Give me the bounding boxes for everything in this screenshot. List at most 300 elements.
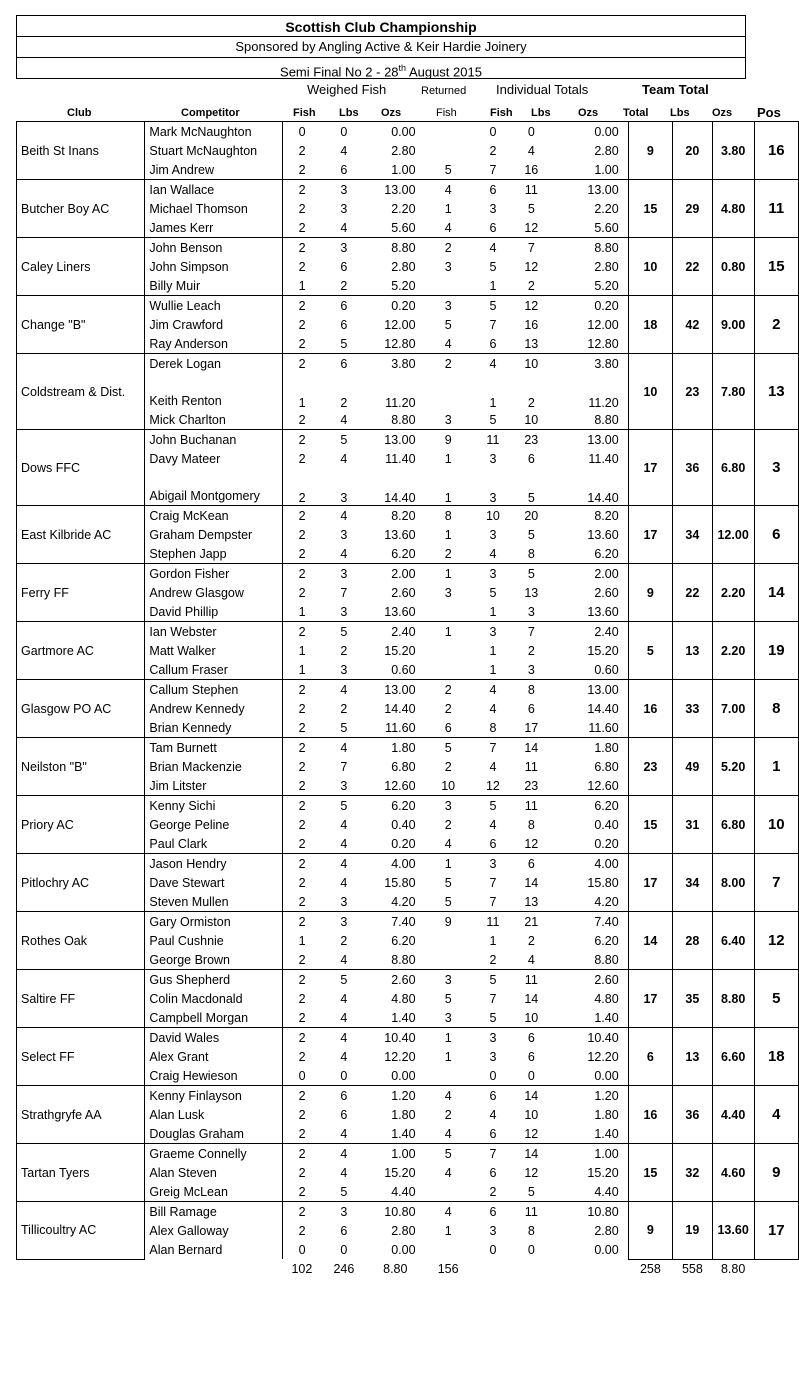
fish-cell: 2 xyxy=(298,220,306,235)
ozs-cell: 1.00 xyxy=(391,162,416,177)
ind-fish-cell: 7 xyxy=(472,1144,514,1164)
ind-ozs-cell: 4.40 xyxy=(594,1184,619,1199)
ind-fish-cell: 4 xyxy=(472,680,514,700)
club-name: Select FF xyxy=(17,1028,145,1086)
returned-fish-cell: 4 xyxy=(425,180,472,200)
returned-fish-cell: 5 xyxy=(444,317,452,332)
fish-cell: 2 xyxy=(298,143,306,158)
ind-fish-cell: 6 xyxy=(489,336,497,351)
ind-lbs-cell: 12 xyxy=(524,220,539,235)
club-name: Butcher Boy AC xyxy=(17,180,145,238)
ozs-cell: 0.40 xyxy=(391,817,416,832)
team-ozs-cell: 8.80 xyxy=(712,970,754,1028)
ind-lbs-cell: 5 xyxy=(527,201,535,216)
ind-lbs-cell: 17 xyxy=(524,720,539,735)
ind-ozs-cell: 8.80 xyxy=(549,238,629,258)
competitor-name: Callum Fraser xyxy=(145,660,282,680)
weighed-fish-header: Weighed Fish xyxy=(307,82,387,97)
ind-lbs-cell: 11 xyxy=(524,759,538,774)
ind-ozs-cell: 1.40 xyxy=(594,1126,619,1141)
returned-fish-cell xyxy=(425,641,472,660)
col-competitor: Competitor xyxy=(181,107,240,119)
returned-fish-cell xyxy=(425,141,472,160)
ind-fish-cell: 5 xyxy=(472,296,514,316)
ind-lbs-cell: 10 xyxy=(514,354,549,374)
position-cell: 1 xyxy=(754,738,798,796)
fish-cell: 2 xyxy=(298,201,306,216)
ind-fish-cell: 1 xyxy=(489,933,497,948)
fish-cell: 2 xyxy=(298,778,306,793)
lbs-cell: 5 xyxy=(322,430,366,450)
col-ind-fish: Fish xyxy=(490,107,513,119)
returned-fish-cell: 2 xyxy=(444,759,452,774)
ind-fish-cell: 4 xyxy=(489,546,497,561)
lbs-cell: 4 xyxy=(322,506,366,526)
ind-lbs-cell: 6 xyxy=(527,451,535,466)
lbs-cell: 5 xyxy=(322,796,366,816)
ind-lbs-cell: 10 xyxy=(524,1107,539,1122)
returned-fish-cell: 2 xyxy=(425,238,472,258)
competitor-name: Bill Ramage xyxy=(145,1202,282,1222)
fish-cell: 1 xyxy=(298,396,306,410)
ozs-cell: 8.80 xyxy=(366,238,424,258)
lbs-cell: 4 xyxy=(340,546,348,561)
team-lbs-cell: 36 xyxy=(673,1086,713,1144)
fish-cell: 2 xyxy=(282,1202,322,1222)
returned-fish-cell: 2 xyxy=(444,817,452,832)
ind-fish-cell: 7 xyxy=(489,875,497,890)
ind-fish-cell: 3 xyxy=(489,1223,497,1238)
ozs-cell: 12.00 xyxy=(384,317,416,332)
lbs-cell: 3 xyxy=(340,491,348,505)
fish-cell: 2 xyxy=(298,412,306,427)
fish-cell: 2 xyxy=(298,317,306,332)
club-name: Saltire FF xyxy=(17,970,145,1028)
col-team-lbs: Lbs xyxy=(670,107,690,119)
competitor-name: Derek Logan xyxy=(145,354,282,374)
lbs-cell: 6 xyxy=(340,1107,348,1122)
ind-ozs-cell: 11.20 xyxy=(588,396,619,410)
competitor-name: Mark McNaughton xyxy=(145,122,282,142)
position-cell: 13 xyxy=(754,354,798,430)
lbs-cell: 2 xyxy=(340,643,348,658)
team-lbs-cell: 36 xyxy=(673,430,713,506)
returned-fish-cell: 5 xyxy=(425,1144,472,1164)
fish-cell: 2 xyxy=(298,1126,306,1141)
ind-ozs-cell: 3.80 xyxy=(549,354,629,374)
ozs-cell: 0.00 xyxy=(391,1242,416,1257)
team-total-cell: 17 xyxy=(628,854,672,912)
table-row xyxy=(17,1028,799,1048)
lbs-cell: 7 xyxy=(340,585,348,600)
ind-fish-cell: 8 xyxy=(489,720,497,735)
returned-fish-cell: 1 xyxy=(444,201,452,216)
competitor-name: Ian Wallace xyxy=(145,180,282,200)
ind-lbs-cell: 13 xyxy=(524,894,539,909)
ind-ozs-cell: 1.00 xyxy=(594,162,619,177)
ozs-cell: 0.20 xyxy=(366,296,424,316)
returned-fish-cell: 6 xyxy=(444,720,452,735)
competitor-name: Stuart McNaughton xyxy=(145,141,282,160)
ozs-cell: 10.80 xyxy=(366,1202,424,1222)
ind-ozs-cell: 10.80 xyxy=(549,1202,629,1222)
col-club: Club xyxy=(67,107,92,119)
club-name: Change "B" xyxy=(17,296,145,354)
fish-cell: 2 xyxy=(298,1165,306,1180)
club-name: East Kilbride AC xyxy=(17,506,145,564)
team-ozs-cell: 6.40 xyxy=(712,912,754,970)
returned-fish-cell: 1 xyxy=(444,451,452,466)
competitor-name: Paul Clark xyxy=(145,834,282,854)
returned-fish-cell: 9 xyxy=(425,430,472,450)
competitor-name: James Kerr xyxy=(145,218,282,238)
fish-cell: 1 xyxy=(298,662,306,677)
ind-fish-cell: 6 xyxy=(489,1126,497,1141)
position-cell: 17 xyxy=(754,1202,798,1260)
ozs-cell: 2.80 xyxy=(391,143,416,158)
team-total-cell: 16 xyxy=(628,680,672,738)
club-name: Neilston "B" xyxy=(17,738,145,796)
ind-ozs-cell: 2.00 xyxy=(549,564,629,584)
fish-cell: 2 xyxy=(298,527,306,542)
ind-fish-cell: 7 xyxy=(472,738,514,758)
table-row xyxy=(17,430,799,450)
competitor-name: Alex Galloway xyxy=(145,1221,282,1240)
ind-fish-cell: 3 xyxy=(472,1028,514,1048)
ind-ozs-cell: 1.20 xyxy=(549,1086,629,1106)
table-row xyxy=(17,1202,799,1222)
ozs-cell: 2.60 xyxy=(366,970,424,990)
ind-lbs-cell: 8 xyxy=(527,1223,535,1238)
lbs-cell: 3 xyxy=(322,238,366,258)
competitor-name: David Wales xyxy=(145,1028,282,1048)
returned-fish-cell: 8 xyxy=(425,506,472,526)
competitor-name: Keith Renton xyxy=(145,373,282,410)
fish-cell: 2 xyxy=(298,1010,306,1025)
ind-ozs-cell: 2.20 xyxy=(594,201,619,216)
lbs-cell: 4 xyxy=(340,412,348,427)
ozs-cell: 1.80 xyxy=(391,1107,416,1122)
lbs-cell: 5 xyxy=(322,622,366,642)
fish-cell: 1 xyxy=(298,278,306,293)
fish-cell: 2 xyxy=(298,162,306,177)
team-lbs-cell: 35 xyxy=(673,970,713,1028)
lbs-cell: 6 xyxy=(340,1223,348,1238)
ind-lbs-cell: 11 xyxy=(514,796,549,816)
club-name: Tartan Tyers xyxy=(17,1144,145,1202)
position-cell: 10 xyxy=(754,796,798,854)
lbs-cell: 2 xyxy=(340,701,348,716)
competitor-name: Greig McLean xyxy=(145,1182,282,1202)
table-row xyxy=(17,1086,799,1106)
ind-ozs-cell: 2.60 xyxy=(549,970,629,990)
ozs-cell: 15.20 xyxy=(384,1165,416,1180)
ozs-cell: 11.60 xyxy=(385,720,416,735)
competitor-name: Graeme Connelly xyxy=(145,1144,282,1164)
team-lbs-cell: 13 xyxy=(673,622,713,680)
returned-fish-cell: 2 xyxy=(444,1107,452,1122)
lbs-cell: 2 xyxy=(340,278,348,293)
team-total-cell: 14 xyxy=(628,912,672,970)
fish-cell: 2 xyxy=(282,564,322,584)
fish-cell: 2 xyxy=(282,854,322,874)
lbs-cell: 4 xyxy=(322,680,366,700)
team-total-cell: 15 xyxy=(628,180,672,238)
fish-cell: 2 xyxy=(298,585,306,600)
team-total-cell: 9 xyxy=(628,1202,672,1260)
club-name: Caley Liners xyxy=(17,238,145,296)
team-total-cell: 9 xyxy=(628,564,672,622)
table-row xyxy=(17,738,799,758)
fish-cell: 2 xyxy=(298,836,306,851)
event-date-rest: August 2015 xyxy=(406,64,482,80)
returned-fish-cell: 2 xyxy=(425,680,472,700)
ozs-cell: 13.00 xyxy=(366,680,424,700)
sponsor-line: Sponsored by Angling Active & Keir Hardie Joinery xyxy=(16,37,746,58)
fish-cell: 2 xyxy=(282,970,322,990)
ind-fish-cell: 2 xyxy=(489,1184,497,1199)
ind-lbs-cell: 12 xyxy=(514,296,549,316)
lbs-cell: 4 xyxy=(340,1126,348,1141)
returned-fish-cell xyxy=(425,1066,472,1086)
team-total-cell: 23 xyxy=(628,738,672,796)
fish-cell: 2 xyxy=(298,546,306,561)
lbs-cell: 0 xyxy=(340,1242,348,1257)
returned-fish-cell: 4 xyxy=(444,336,452,351)
ind-lbs-cell: 2 xyxy=(527,396,535,410)
ind-fish-cell: 6 xyxy=(489,1165,497,1180)
ind-fish-cell: 1 xyxy=(489,604,497,619)
ozs-cell: 13.00 xyxy=(366,180,424,200)
ind-lbs-cell: 8 xyxy=(514,680,549,700)
ind-fish-cell: 7 xyxy=(489,894,497,909)
lbs-cell: 4 xyxy=(322,854,366,874)
fish-cell: 2 xyxy=(282,506,322,526)
position-cell: 15 xyxy=(754,238,798,296)
competitor-name: Callum Stephen xyxy=(145,680,282,700)
total-returned: 156 xyxy=(437,1261,459,1276)
position-cell: 8 xyxy=(754,680,798,738)
event-line xyxy=(16,58,746,79)
ind-ozs-cell: 12.20 xyxy=(587,1049,619,1064)
returned-fish-cell: 4 xyxy=(444,1126,452,1141)
returned-fish-cell: 9 xyxy=(425,912,472,932)
competitor-name: George Brown xyxy=(145,950,282,970)
team-lbs-cell: 22 xyxy=(673,564,713,622)
lbs-cell: 6 xyxy=(322,1086,366,1106)
returned-fish-cell: 2 xyxy=(425,354,472,374)
returned-fish-cell: 3 xyxy=(444,259,452,274)
competitor-name: John Benson xyxy=(145,238,282,258)
fish-cell: 2 xyxy=(298,1223,306,1238)
competitor-name: Alex Grant xyxy=(145,1047,282,1066)
team-ozs-cell: 0.80 xyxy=(712,238,754,296)
team-ozs-cell: 9.00 xyxy=(712,296,754,354)
col-ind-lbs: Lbs xyxy=(531,107,551,119)
competitor-name: Craig Hewieson xyxy=(145,1066,282,1086)
ind-lbs-cell: 23 xyxy=(524,778,539,793)
ozs-cell: 10.40 xyxy=(366,1028,424,1048)
ozs-cell: 2.20 xyxy=(391,201,416,216)
team-ozs-cell: 2.20 xyxy=(712,622,754,680)
ind-ozs-cell: 8.80 xyxy=(594,412,619,427)
ind-ozs-cell: 11.60 xyxy=(588,720,619,735)
returned-fish-cell: 3 xyxy=(425,796,472,816)
lbs-cell: 5 xyxy=(340,1184,348,1199)
ozs-cell: 11.20 xyxy=(385,396,416,410)
ind-ozs-cell: 10.40 xyxy=(549,1028,629,1048)
ozs-cell: 14.40 xyxy=(384,491,416,505)
competitor-name: Stephen Japp xyxy=(145,544,282,564)
ozs-cell: 0.20 xyxy=(391,836,416,851)
lbs-cell: 2 xyxy=(340,396,348,410)
event-date-prefix: Semi Final No 2 - 28 xyxy=(280,64,399,80)
ind-lbs-cell: 8 xyxy=(527,817,535,832)
ozs-cell: 5.60 xyxy=(391,220,416,235)
team-ozs-cell: 2.20 xyxy=(712,564,754,622)
ind-ozs-cell: 2.60 xyxy=(594,585,619,600)
team-total-cell: 15 xyxy=(628,796,672,854)
fish-cell: 2 xyxy=(282,912,322,932)
ozs-cell: 15.80 xyxy=(384,875,416,890)
returned-header: Returned xyxy=(421,85,467,97)
ind-fish-cell: 12 xyxy=(485,778,500,793)
team-total-cell: 5 xyxy=(628,622,672,680)
ozs-cell: 2.80 xyxy=(391,1223,416,1238)
position-cell: 16 xyxy=(754,122,798,180)
fish-cell: 2 xyxy=(298,720,306,735)
ind-ozs-cell: 1.80 xyxy=(594,1107,619,1122)
team-total-cell: 16 xyxy=(628,1086,672,1144)
team-ozs-cell: 13.60 xyxy=(712,1202,754,1260)
ind-fish-cell: 3 xyxy=(472,854,514,874)
ind-ozs-cell: 12.80 xyxy=(587,336,619,351)
ind-ozs-cell: 15.80 xyxy=(587,875,619,890)
ind-fish-cell: 0 xyxy=(472,122,514,142)
ind-fish-cell: 6 xyxy=(472,1202,514,1222)
ind-fish-cell: 3 xyxy=(472,564,514,584)
team-total-cell: 10 xyxy=(628,238,672,296)
lbs-cell: 5 xyxy=(322,970,366,990)
ind-ozs-cell: 13.00 xyxy=(549,430,629,450)
sheet-title: Scottish Club Championship xyxy=(16,15,746,37)
lbs-cell: 3 xyxy=(340,604,348,619)
returned-fish-cell xyxy=(425,660,472,680)
blank-cell xyxy=(472,1259,514,1279)
ind-fish-cell: 2 xyxy=(489,952,497,967)
lbs-cell: 4 xyxy=(340,836,348,851)
col-pos: Pos xyxy=(757,105,781,120)
competitor-name: Michael Thomson xyxy=(145,199,282,218)
returned-fish-cell: 1 xyxy=(425,622,472,642)
team-lbs-cell: 28 xyxy=(673,912,713,970)
ind-ozs-cell: 13.60 xyxy=(587,527,619,542)
blank-cell xyxy=(514,1259,549,1279)
ind-fish-cell: 0 xyxy=(489,1068,497,1083)
lbs-cell: 4 xyxy=(322,1028,366,1048)
ind-lbs-cell: 14 xyxy=(514,738,549,758)
position-cell: 6 xyxy=(754,506,798,564)
grand-totals-row xyxy=(17,1259,799,1279)
competitor-name: Douglas Graham xyxy=(145,1124,282,1144)
competitor-name: George Peline xyxy=(145,815,282,834)
fish-cell: 1 xyxy=(298,604,306,619)
ozs-cell: 2.40 xyxy=(366,622,424,642)
ind-ozs-cell: 6.20 xyxy=(549,796,629,816)
lbs-cell: 0 xyxy=(322,122,366,142)
ozs-cell: 2.00 xyxy=(366,564,424,584)
ozs-cell: 0.00 xyxy=(391,1068,416,1083)
returned-fish-cell: 4 xyxy=(425,1086,472,1106)
ind-ozs-cell: 14.40 xyxy=(587,491,619,505)
team-lbs-cell: 49 xyxy=(673,738,713,796)
team-total-header: Team Total xyxy=(642,82,709,97)
blank-cell xyxy=(17,1259,145,1279)
fish-cell: 2 xyxy=(298,817,306,832)
competitor-name: Ray Anderson xyxy=(145,334,282,354)
competitor-name: Tam Burnett xyxy=(145,738,282,758)
ozs-cell: 4.00 xyxy=(366,854,424,874)
position-cell: 18 xyxy=(754,1028,798,1086)
team-ozs-cell: 12.00 xyxy=(712,506,754,564)
ind-ozs-cell: 2.80 xyxy=(594,143,619,158)
ozs-cell: 8.20 xyxy=(366,506,424,526)
returned-fish-cell: 3 xyxy=(444,1010,452,1025)
ind-ozs-cell: 0.20 xyxy=(549,296,629,316)
ozs-cell: 1.00 xyxy=(366,1144,424,1164)
competitor-name: Matt Walker xyxy=(145,641,282,660)
returned-fish-cell xyxy=(425,1240,472,1259)
ind-lbs-cell: 5 xyxy=(527,1184,535,1199)
lbs-cell: 4 xyxy=(322,1144,366,1164)
fish-cell: 2 xyxy=(298,336,306,351)
returned-fish-cell: 3 xyxy=(444,412,452,427)
ind-ozs-cell: 0.20 xyxy=(594,836,619,851)
fish-cell: 2 xyxy=(298,1049,306,1064)
returned-fish-cell: 10 xyxy=(441,778,456,793)
ozs-cell: 8.80 xyxy=(391,412,416,427)
total-team-ozs: 8.80 xyxy=(720,1262,746,1276)
competitor-name: Craig McKean xyxy=(145,506,282,526)
position-cell: 9 xyxy=(754,1144,798,1202)
ozs-cell: 6.20 xyxy=(391,933,416,948)
ind-ozs-cell: 2.80 xyxy=(594,1223,619,1238)
returned-fish-cell: 4 xyxy=(425,1202,472,1222)
ind-lbs-cell: 12 xyxy=(524,1126,539,1141)
fish-cell: 2 xyxy=(282,796,322,816)
table-row xyxy=(17,354,799,374)
competitor-name: Jim Andrew xyxy=(145,160,282,180)
ind-ozs-cell: 8.80 xyxy=(594,952,619,967)
ind-ozs-cell: 11.40 xyxy=(588,451,619,466)
ozs-cell: 13.60 xyxy=(384,604,416,619)
ozs-cell: 1.40 xyxy=(391,1010,416,1025)
ozs-cell: 8.80 xyxy=(391,952,416,967)
fish-cell: 2 xyxy=(298,451,306,466)
col-team-total: Total xyxy=(623,107,649,119)
returned-fish-cell: 1 xyxy=(425,854,472,874)
lbs-cell: 0 xyxy=(340,1068,348,1083)
lbs-cell: 3 xyxy=(340,894,348,909)
team-ozs-cell: 7.80 xyxy=(712,354,754,430)
lbs-cell: 3 xyxy=(322,1202,366,1222)
competitor-name: Davy Mateer xyxy=(145,449,282,468)
fish-cell: 2 xyxy=(282,1144,322,1164)
total-ozs: 8.80 xyxy=(383,1261,408,1276)
club-name: Priory AC xyxy=(17,796,145,854)
returned-fish-cell: 2 xyxy=(444,701,452,716)
ind-ozs-cell: 0.00 xyxy=(594,1068,619,1083)
